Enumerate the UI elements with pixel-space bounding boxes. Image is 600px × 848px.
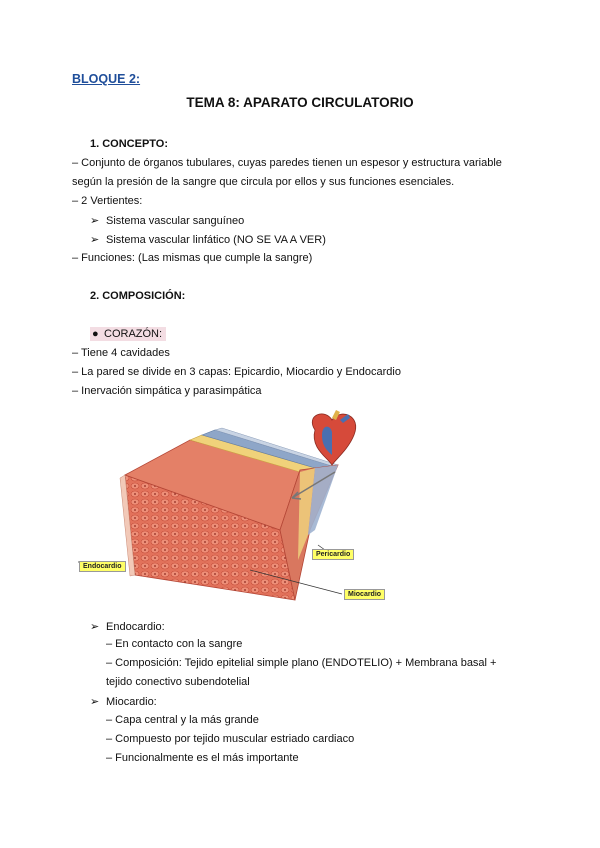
list-item — [90, 620, 165, 633]
corazon-label: CORAZÓN: — [104, 328, 163, 340]
arrow-bullet-icon: ➢ — [90, 215, 100, 227]
label-endocardio: Endocardio — [79, 561, 126, 572]
section-concepto-heading: 1. CONCEPTO: — [90, 138, 169, 150]
concepto-line-1: – Conjunto de órganos tubulares, cuyas paredes tienen un espesor y estructura variable — [72, 157, 502, 169]
list-item-text: Sistema vascular linfático (NO SE VA A VER) — [106, 234, 326, 246]
list-item — [90, 214, 244, 227]
endocardio-title: Endocardio: — [106, 621, 165, 633]
composicion-line-1: – Tiene 4 cavidades — [72, 347, 170, 359]
endocardio-line-2: – Composición: Tejido epitelial simple plano (ENDOTELIO) + Membrana basal + — [106, 657, 497, 669]
endocardio-line-3: tejido conectivo subendotelial — [106, 676, 250, 688]
list-item — [90, 695, 157, 708]
composicion-line-2: – La pared se divide en 3 capas: Epicardio, Miocardio y Endocardio — [72, 366, 401, 378]
label-miocardio: Miocardio — [344, 589, 385, 600]
miocardio-line-2: – Compuesto por tejido muscular estriado cardiaco — [106, 733, 355, 745]
endocardio-line-1: – En contacto con la sangre — [106, 638, 243, 650]
list-item — [90, 233, 326, 246]
miocardio-line-3: – Funcionalmente es el más importante — [106, 752, 299, 764]
label-pericardio: Pericardio — [312, 549, 354, 560]
concepto-line-2: según la presión de la sangre que circula por ellos y sus funciones esenciales. — [72, 176, 455, 188]
arrow-bullet-icon: ➢ — [90, 234, 100, 246]
page-title: TEMA 8: APARATO CIRCULATORIO — [186, 95, 414, 110]
bloque-heading: BLOQUE 2: — [72, 72, 141, 86]
arrow-bullet-icon: ➢ — [90, 696, 100, 708]
corazon-item — [90, 327, 166, 341]
heart-icon — [312, 410, 355, 465]
heart-wall-diagram — [70, 410, 410, 610]
composicion-line-3: – Inervación simpática y parasimpática — [72, 385, 262, 397]
miocardio-line-1: – Capa central y la más grande — [106, 714, 259, 726]
arrow-bullet-icon: ➢ — [90, 621, 100, 633]
concepto-line-4: – Funciones: (Las mismas que cumple la sangre) — [72, 252, 313, 264]
dot-bullet-icon: ● — [92, 328, 99, 340]
list-item-text: Sistema vascular sanguíneo — [106, 215, 245, 227]
miocardio-title: Miocardio: — [106, 696, 157, 708]
concepto-line-3: – 2 Vertientes: — [72, 195, 143, 207]
section-composicion-heading: 2. COMPOSICIÓN: — [90, 290, 186, 302]
